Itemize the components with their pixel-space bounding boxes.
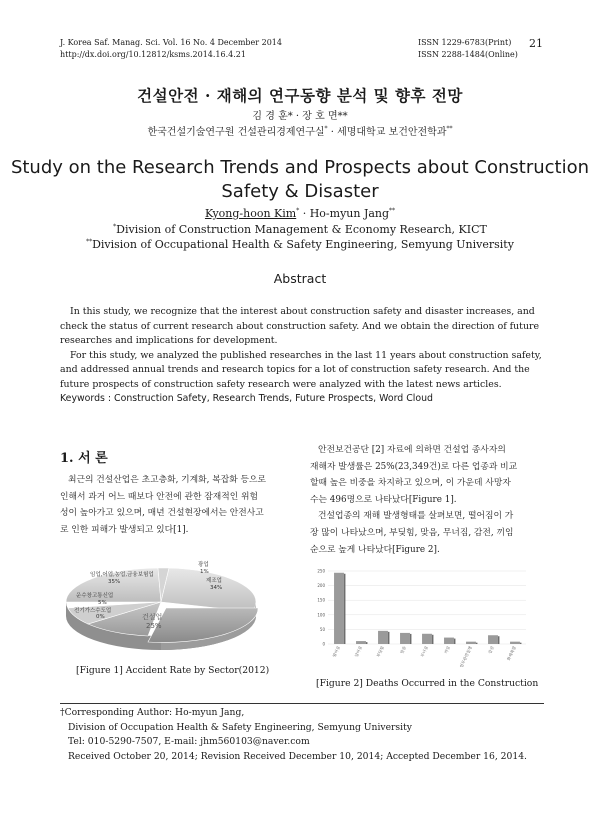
doi-link[interactable]: http://dx.doi.org/10.12812/ksms.2014.16.4.21 xyxy=(60,50,246,59)
issn-print: ISSN 1229-6783(Print) xyxy=(418,38,512,47)
abstract-line: and addressed annual trends and research topics for a lot of construction safety research. And the xyxy=(60,364,530,376)
authors-korean: 김 경 훈* · 장 호 면** xyxy=(252,111,348,122)
y-tick-label: 200 xyxy=(317,583,325,589)
x-tick-label: 맞음 xyxy=(399,645,407,655)
text-line: 인해서 과거 어느 때보다 안전에 관한 잠재적인 위험 xyxy=(60,491,259,502)
bar-무너짐 xyxy=(422,634,432,644)
received-dates: Received October 20, 2014; Revision Received December 10, 2014; Accepted December 16, 2014. xyxy=(68,751,527,763)
figure-1-pie-chart xyxy=(58,556,268,660)
bar-떨어짐 xyxy=(334,573,344,644)
pie-label: 건설업 xyxy=(142,613,163,621)
bar-업무관련질병 xyxy=(466,642,476,644)
x-tick-label: 끼임 xyxy=(443,645,451,655)
x-tick-label: 업무관련질병 xyxy=(458,645,473,669)
y-tick-label: 150 xyxy=(317,597,325,603)
footnote-divider xyxy=(60,703,544,704)
y-tick-label: 250 xyxy=(317,568,325,574)
bar-화재폭발 xyxy=(510,642,520,644)
bar-shade xyxy=(476,643,478,644)
intro-paragraph xyxy=(60,472,292,538)
y-tick-label: 100 xyxy=(317,612,325,618)
text-line: 로 인한 피해가 발생되고 있다[1]. xyxy=(60,524,189,535)
figure-2-bar-chart xyxy=(312,565,532,675)
title-english-line1: Study on the Research Trends and Prospects about Construction xyxy=(10,157,590,178)
y-tick-label: 0 xyxy=(322,641,325,647)
pie-label: 25% xyxy=(146,622,162,630)
keywords: Keywords : Construction Safety, Research Trends, Future Prospects, Word Cloud xyxy=(60,393,433,404)
statistics-paragraph xyxy=(310,442,542,558)
abstract-line: check the status of current research about construction safety. And we obtain the direction of future xyxy=(60,320,540,332)
figure-2-caption: [Figure 2] Deaths Occurred in the Construction xyxy=(316,678,539,689)
pie-label: 0% xyxy=(96,614,105,620)
pie-label: 1% xyxy=(200,569,209,575)
bar-shade xyxy=(388,632,390,644)
affiliations-korean: 한국건설기술연구원 건설관리경제연구실* · 세명대학교 보건안전학과** xyxy=(147,125,453,138)
pie-label: 5% xyxy=(98,600,107,606)
pie-label: 34% xyxy=(210,585,223,591)
title-korean: 건설안전 · 재해의 연구동향 분석 및 향후 전망 xyxy=(137,86,463,105)
pie-label: 제조업 xyxy=(206,578,222,584)
bar-맞음 xyxy=(400,633,410,644)
text-line: 안전보건공단 [2] 자료에 의하면 건설업 종사자의 xyxy=(318,445,506,455)
text-line: 순으로 높게 나타났다[Figure 2]. xyxy=(310,544,440,555)
x-tick-label: 화재폭발 xyxy=(505,645,517,662)
abstract-line: In this study, we recognize that the interest about construction safety and disaster increases, and xyxy=(70,306,535,317)
text-line: 재해자 발생률은 25%(23,349건)로 다른 업종과 비교 xyxy=(310,461,518,472)
text-line: 성이 높아가고 있으며, 매년 건설현장에서는 안전사고 xyxy=(60,508,264,519)
affiliation-1: *Division of Construction Management & Economy Research, KICT xyxy=(113,223,487,236)
bar-shade xyxy=(498,636,500,644)
footnote xyxy=(60,706,560,765)
bar-shade xyxy=(410,634,412,644)
y-tick-label: 50 xyxy=(319,626,325,632)
figure-1-caption: [Figure 1] Accident Rate by Sector(2012) xyxy=(76,665,270,676)
bar-부딪힘 xyxy=(378,631,388,644)
journal-citation: J. Korea Saf. Manag. Sci. Vol. 16 No. 4 December 2014 xyxy=(60,38,282,47)
pie-label: 임업,어업,농업,금융보험업 xyxy=(90,572,154,578)
text-line: 수는 496명으로 나타났다[Figure 1]. xyxy=(310,494,457,505)
x-tick-label: 떨어짐 xyxy=(331,645,341,658)
abstract-line: researches and implications for development. xyxy=(60,335,278,347)
text-line: 할때 높은 비중을 차지하고 있으며, 이 가운데 사망자 xyxy=(310,478,511,489)
issn-online: ISSN 2288-1484(Online) xyxy=(418,50,518,59)
bar-shade xyxy=(344,574,346,644)
abstract-heading: Abstract xyxy=(273,271,327,286)
bar-감전 xyxy=(488,635,498,644)
page-number: 21 xyxy=(529,37,543,50)
bar-끼임 xyxy=(444,638,454,644)
corresponding-author: †Corresponding Author: Ho-myun Jang, xyxy=(60,707,245,718)
bar-shade xyxy=(366,642,368,644)
author-affiliation: Division of Occupation Health & Safety Engineering, Semyung University xyxy=(68,721,412,733)
abstract-line: future prospects of construction safety research were analyzed with the latest news articles. xyxy=(60,378,502,390)
text-line: 건설업종의 재해 발생형태를 살펴보면, 떨어짐이 가 xyxy=(318,511,514,522)
x-tick-label: 무너짐 xyxy=(419,645,429,658)
bar-shade xyxy=(520,643,522,644)
contact-info[interactable]: Tel: 010-5290-7507, E-mail: jhm560103@naver.com xyxy=(68,736,310,748)
bar-shade xyxy=(454,639,456,644)
pie-slice-construction xyxy=(148,608,258,642)
authors-english: Kyong-hoon Kim* · Ho-myun Jang** xyxy=(204,207,396,220)
pie-label: 35% xyxy=(108,579,121,585)
pie-label: 광업 xyxy=(198,562,209,568)
section-heading: 1. 서 론 xyxy=(60,451,108,466)
x-tick-label: 감전 xyxy=(487,645,495,655)
bar-넘어짐 xyxy=(356,641,366,644)
x-tick-label: 부딪힘 xyxy=(375,645,385,658)
text-line: 장 많이 나타났으며, 부딪힘, 맞음, 무너짐, 감전, 끼임 xyxy=(310,527,514,538)
title-english-line2: Safety & Disaster xyxy=(221,181,379,202)
abstract-line: For this study, we analyzed the published researches in the last 11 years about construction safety, xyxy=(70,349,542,361)
x-tick-label: 넘어짐 xyxy=(353,645,363,658)
affiliation-2: **Division of Occupational Health & Safety Engineering, Semyung University xyxy=(86,238,514,251)
pie-label: 운수창고통신업 xyxy=(76,593,114,599)
pie-label: 전기가스수도업 xyxy=(74,608,112,614)
text-line: 최근의 건설산업은 초고층화, 기계화, 복잡화 등으로 xyxy=(68,475,267,485)
abstract-body xyxy=(60,305,544,393)
bar-shade xyxy=(432,635,434,644)
